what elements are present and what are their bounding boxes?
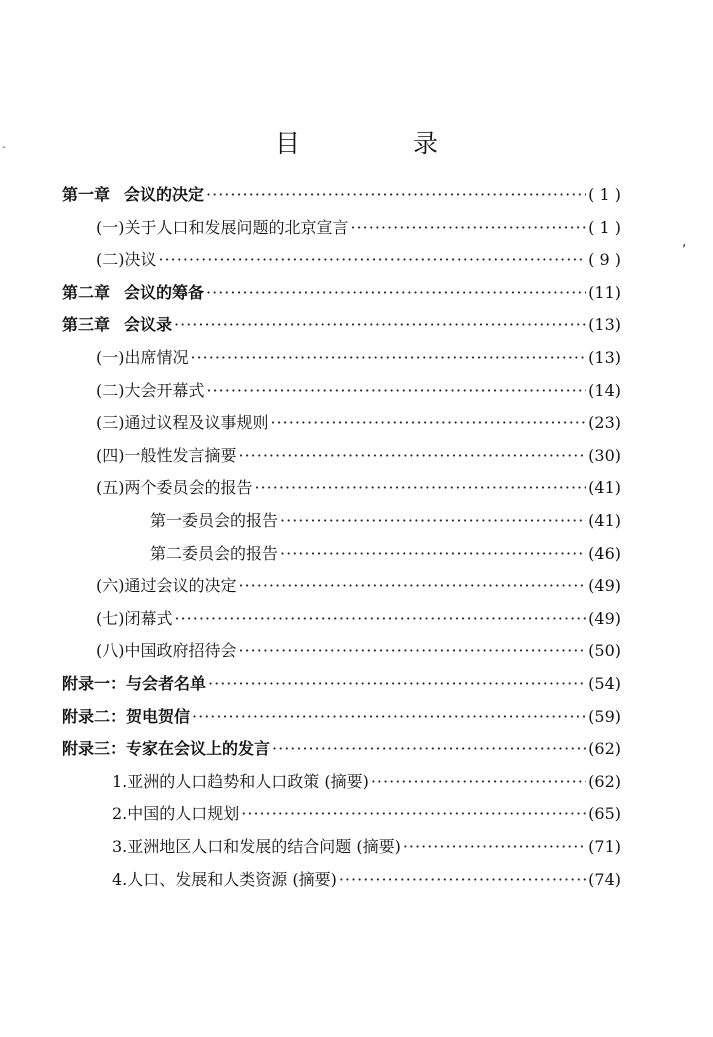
toc-page-number: (13)	[588, 315, 621, 335]
toc-entry-title: 第一委员会的报告	[150, 511, 279, 530]
toc-entry-label	[62, 280, 204, 306]
dot-leader	[207, 378, 587, 404]
page-title: 目 录	[274, 129, 482, 158]
toc-entry-label	[62, 671, 206, 697]
toc-entry-title: (一)出席情况	[96, 348, 189, 367]
toc-page-number: (59)	[588, 706, 621, 726]
toc-page-number: (30)	[588, 445, 621, 465]
dot-leader	[175, 606, 587, 632]
toc-entry-title: 第二委员会的报告	[150, 543, 279, 563]
toc-page-number: (46)	[588, 543, 621, 563]
toc-entry-label	[112, 769, 369, 795]
toc-entry[interactable]	[62, 671, 621, 697]
toc-page-number: ( 9 )	[588, 250, 621, 270]
toc-entry[interactable]	[62, 736, 621, 762]
toc-page-number: (41)	[588, 511, 621, 530]
toc-entry-label	[112, 867, 337, 893]
toc-page-number: (71)	[588, 837, 621, 856]
dot-leader	[272, 736, 586, 762]
toc-entry[interactable]	[96, 638, 621, 664]
dot-leader	[403, 834, 586, 860]
toc-entry-title: (二)决议	[96, 250, 157, 270]
toc-entry[interactable]	[112, 834, 621, 860]
toc-entry-label	[62, 312, 172, 338]
dot-leader	[192, 704, 586, 730]
toc-entry[interactable]	[62, 704, 621, 730]
toc-page-number: (49)	[588, 608, 621, 628]
toc-entry-label	[96, 247, 157, 273]
dot-leader	[239, 638, 587, 664]
toc-page-number: (62)	[588, 771, 621, 791]
toc-entry-title: (八)中国政府招待会	[96, 641, 237, 661]
toc-entry-title: (七)闭幕式	[96, 608, 173, 628]
toc-entry[interactable]	[96, 475, 621, 501]
toc-entry-title: (一)关于人口和发展问题的北京宣言	[96, 217, 349, 237]
dot-leader	[174, 312, 586, 338]
toc-entry[interactable]	[96, 378, 621, 404]
toc-entry-label	[96, 215, 349, 241]
dot-leader	[159, 247, 587, 273]
toc-entry[interactable]	[150, 508, 621, 534]
dot-leader	[280, 541, 586, 567]
toc-entry-title: 3.亚洲地区人口和发展的结合问题 (摘要)	[112, 837, 401, 856]
toc-entry[interactable]	[150, 541, 621, 567]
toc-entry-label	[150, 541, 278, 567]
toc-page-number: (11)	[588, 282, 621, 302]
toc-page-number: (23)	[588, 413, 621, 433]
toc-page-number: ( 1 )	[588, 217, 621, 237]
dot-leader	[208, 671, 586, 697]
toc-entry[interactable]	[62, 280, 621, 306]
toc-entry[interactable]	[96, 410, 621, 436]
toc-entry[interactable]	[62, 182, 621, 208]
toc-page-number: (74)	[588, 869, 621, 889]
toc-entry-title: (二)大会开幕式	[96, 380, 205, 400]
toc-page-number: (54)	[588, 674, 621, 693]
toc-entry[interactable]	[112, 867, 621, 893]
dot-leader	[206, 280, 586, 306]
toc-entry-title: 会议的决定	[124, 185, 205, 204]
toc-entry-title: (四)一般性发言摘要	[96, 445, 237, 465]
dot-leader	[239, 573, 587, 599]
toc-entry-title: 会议的筹备	[124, 282, 205, 302]
scan-mark: ,	[682, 234, 687, 250]
toc-entry-label	[96, 345, 189, 371]
toc-entry-label	[96, 443, 237, 469]
toc-chapter-number: 第一章	[62, 185, 111, 204]
toc-chapter-number: 第二章	[62, 282, 111, 302]
toc-page-number: (50)	[588, 641, 621, 661]
toc-entry-title: 附录三：专家在会议上的发言	[62, 739, 271, 759]
toc-entry-title: 4.人口、发展和人类资源 (摘要)	[112, 869, 337, 889]
dot-leader	[351, 215, 587, 241]
toc-entry[interactable]	[96, 247, 621, 273]
toc-entry[interactable]	[96, 606, 621, 632]
toc-entry[interactable]	[96, 345, 621, 371]
dot-leader	[206, 182, 586, 208]
toc-entry-title: 附录一：与会者名单	[62, 674, 207, 693]
toc-entry-title: (五)两个委员会的报告	[96, 478, 253, 498]
toc-entry-label	[96, 378, 205, 404]
toc-entry-label	[62, 704, 190, 730]
dot-leader	[255, 475, 587, 501]
dot-leader	[241, 801, 586, 827]
dot-leader	[239, 443, 587, 469]
toc-page-number: (13)	[588, 348, 621, 367]
toc-entry[interactable]	[62, 312, 621, 338]
toc-entry[interactable]	[96, 443, 621, 469]
dot-leader	[271, 410, 587, 436]
toc-page-number: (49)	[588, 576, 621, 596]
toc-entry-title: (六)通过会议的决定	[96, 576, 237, 596]
toc-entry[interactable]	[96, 215, 621, 241]
toc-entry-label	[96, 638, 237, 664]
dot-leader	[339, 867, 586, 893]
toc-entry-label	[112, 801, 239, 827]
toc-chapter-number: 第三章	[62, 315, 111, 335]
toc-entry-title: (三)通过议程及议事规则	[96, 413, 269, 433]
toc-entry-label	[112, 834, 401, 860]
toc-entry-label	[62, 736, 270, 762]
toc-entry-label	[62, 182, 204, 208]
toc-entry[interactable]	[112, 801, 621, 827]
toc-entry[interactable]	[112, 769, 621, 795]
dot-leader	[191, 345, 587, 371]
scan-mark: -	[2, 142, 6, 153]
toc-entry-label	[96, 573, 237, 599]
toc-entry-title: 2.中国的人口规划	[112, 804, 240, 824]
toc-entry-label	[96, 606, 173, 632]
dot-leader	[280, 508, 586, 534]
toc-entry-label	[96, 410, 269, 436]
toc-entry[interactable]	[96, 573, 621, 599]
toc-page-number: (14)	[588, 380, 621, 400]
toc-page-number: (65)	[588, 804, 621, 824]
toc-page-number: ( 1 )	[588, 185, 621, 204]
toc-entry-label	[96, 475, 253, 501]
toc-entry-label	[150, 508, 278, 534]
dot-leader	[371, 769, 586, 795]
toc-entry-title: 会议录	[124, 315, 173, 335]
toc-page-number: (62)	[588, 739, 621, 759]
toc-page-number: (41)	[588, 478, 621, 498]
toc-entry-title: 附录二：贺电贺信	[62, 706, 191, 726]
toc-entry-title: 1.亚洲的人口趋势和人口政策 (摘要)	[112, 771, 369, 791]
